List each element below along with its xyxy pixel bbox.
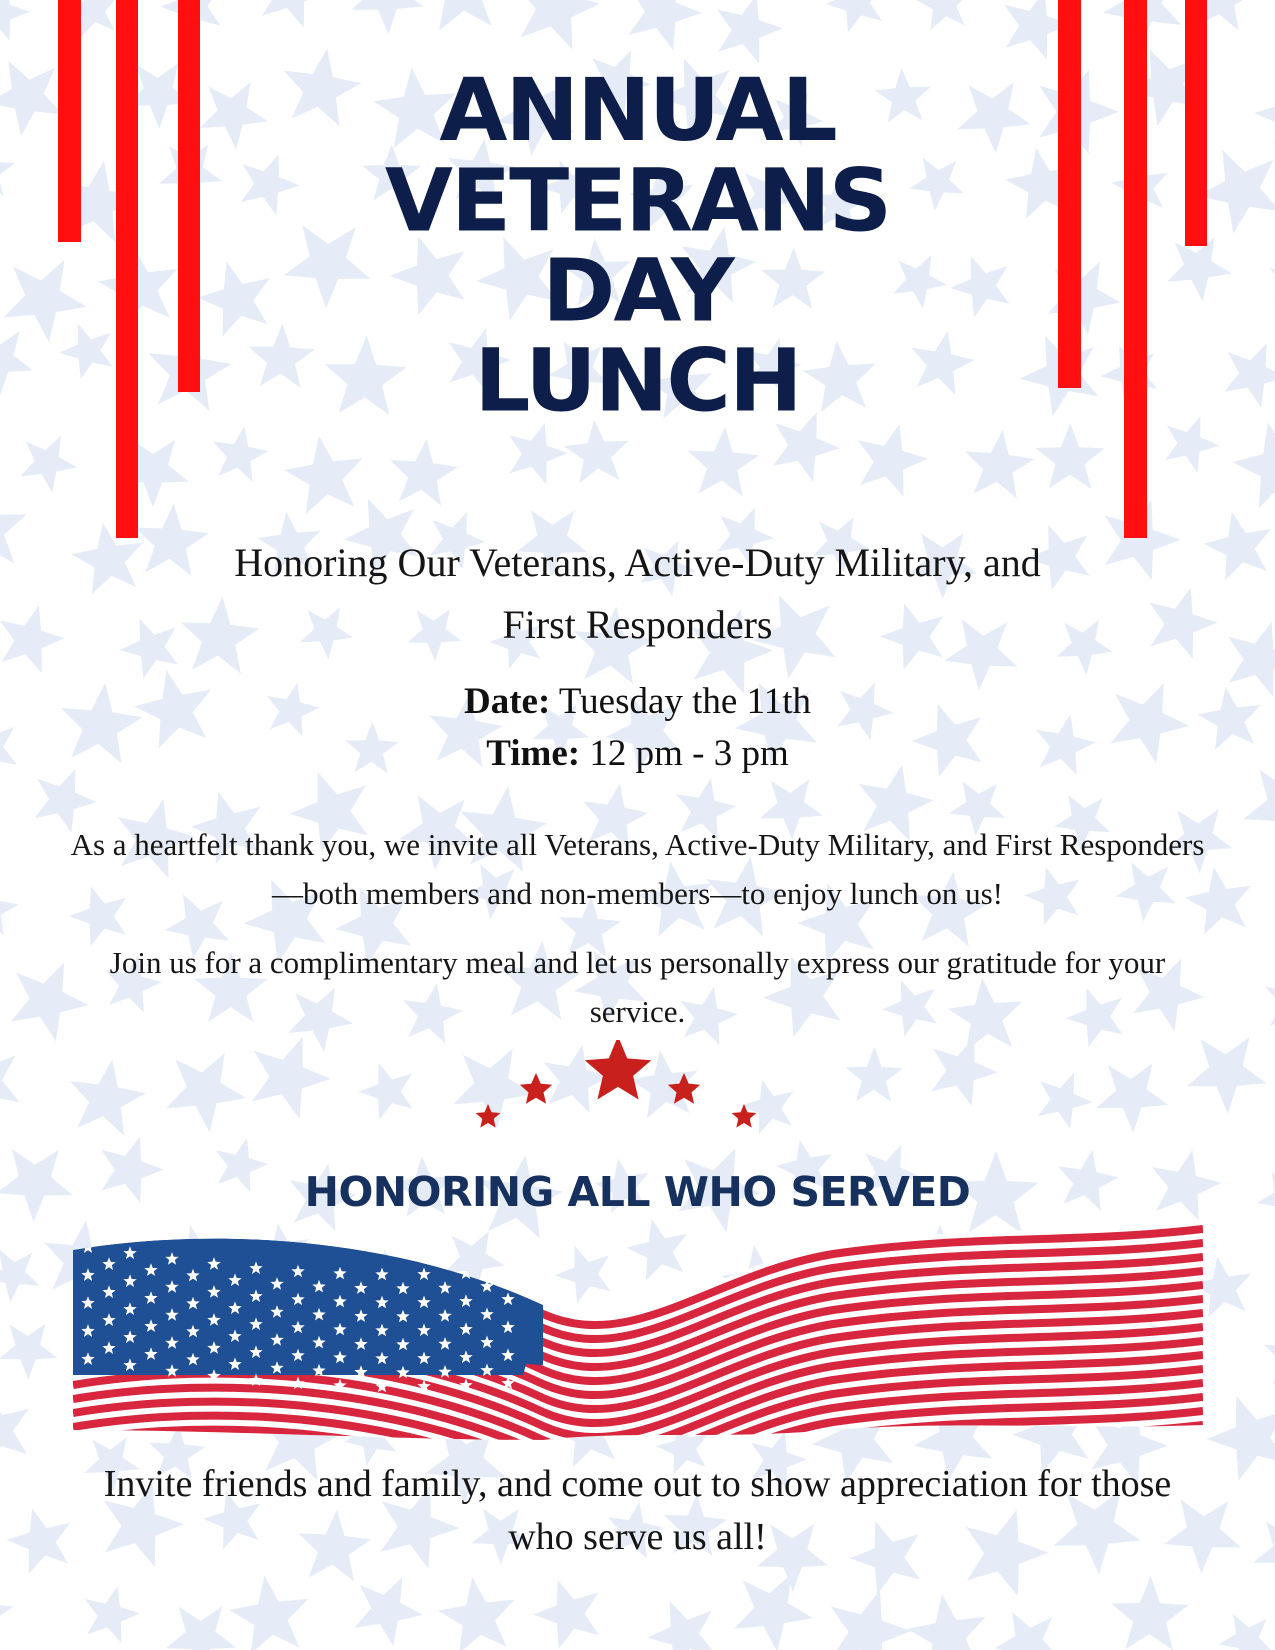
background-star-icon (1232, 423, 1275, 509)
background-star-icon (261, 0, 329, 28)
background-star-icon (284, 436, 362, 514)
background-star-icon (629, 0, 702, 50)
star-icon (520, 1073, 552, 1104)
time-value: 12 pm - 3 pm (580, 733, 789, 774)
date-line (0, 676, 1275, 728)
title-line-2: VETERANS (384, 149, 891, 251)
star-icon (476, 1104, 501, 1128)
background-star-icon (509, 423, 568, 485)
background-star-icon (390, 439, 458, 506)
background-star-icon (1219, 1614, 1273, 1650)
star-icon (585, 1040, 652, 1100)
background-star-icon (1207, 1396, 1275, 1481)
background-star-icon (1265, 970, 1275, 1033)
background-star-icon (1164, 1499, 1241, 1574)
background-star-icon (354, 1577, 423, 1646)
background-star-icon (1253, 1521, 1275, 1587)
background-star-icon (120, 618, 178, 678)
background-star-icon (1149, 588, 1217, 659)
time-label: Time: (486, 733, 581, 774)
background-star-icon (0, 880, 19, 935)
star-icon (732, 1104, 757, 1128)
background-star-icon (1264, 1324, 1275, 1388)
background-star-icon (1111, 1576, 1189, 1650)
background-star-icon (166, 1606, 236, 1650)
background-star-icon (7, 1508, 71, 1574)
background-star-icon (229, 1576, 308, 1650)
background-star-icon (647, 1601, 715, 1650)
background-star-icon (995, 1612, 1060, 1650)
background-star-icon (907, 1594, 986, 1650)
background-star-icon (1243, 770, 1275, 851)
background-star-icon (858, 424, 928, 497)
background-star-icon (1204, 512, 1271, 581)
background-star-icon (0, 1324, 57, 1380)
background-star-icon (1096, 1063, 1168, 1132)
background-star-icon (931, 1037, 998, 1106)
background-star-icon (516, 0, 600, 49)
invitation-paragraph: As a heartfelt thank you, we invite all Veterans, Active-Duty Military, and First Responders—both members and non-members—to enjoy lunch on us! (70, 827, 1205, 911)
background-star-icon (0, 606, 65, 674)
background-star-icon (688, 427, 760, 497)
red-stars-icon (470, 1040, 805, 1150)
background-star-icon (845, 1047, 903, 1102)
background-star-icon (20, 436, 77, 493)
star-icon (668, 1073, 700, 1104)
background-star-icon (533, 1580, 599, 1649)
background-star-icon (213, 426, 269, 482)
event-details (0, 676, 1275, 780)
background-star-icon (826, 0, 882, 33)
date-value: Tuesday the 11th (550, 681, 812, 722)
background-star-icon (70, 1060, 146, 1136)
background-star-icon (1187, 1037, 1267, 1113)
background-star-icon (351, 0, 423, 34)
closing-message: Invite friends and family, and come out to show appreciation for those who serve us all! (103, 1463, 1172, 1558)
background-star-icon (734, 1574, 813, 1650)
gratitude-paragraph: Join us for a complimentary meal and let us personally express our gratitude for your service. (109, 945, 1166, 1029)
title-line-1: ANNUAL (439, 59, 836, 161)
us-flag-icon (73, 1225, 1203, 1440)
background-star-icon (965, 430, 1035, 499)
subtitle: Honoring Our Veterans, Active-Duty Military, and First Responders (234, 540, 1041, 647)
background-star-icon (1038, 1073, 1093, 1129)
background-star-icon (358, 1063, 412, 1120)
title-line-3: DAY (542, 240, 733, 342)
background-star-icon (85, 1586, 140, 1643)
background-star-icon (0, 1394, 29, 1467)
background-star-icon (0, 0, 30, 41)
banner-heading: HONORING ALL WHO SERVED (304, 1168, 971, 1216)
background-star-icon (166, 1053, 246, 1132)
background-star-icon (717, 0, 783, 63)
background-star-icon (252, 1037, 331, 1119)
background-star-icon (831, 1590, 911, 1650)
flag-star-icon (501, 1264, 514, 1277)
time-line (0, 728, 1275, 780)
background-star-icon (418, 0, 503, 31)
background-star-icon (1036, 423, 1105, 489)
title-line-4: LUNCH (474, 330, 801, 432)
background-star-icon (438, 1577, 515, 1650)
date-label: Date: (463, 681, 551, 722)
background-star-icon (135, 503, 209, 575)
background-star-icon (0, 1249, 39, 1302)
background-star-icon (0, 1046, 20, 1121)
page-title (0, 59, 1275, 432)
background-star-icon (0, 1583, 13, 1641)
background-star-icon (0, 487, 27, 566)
background-star-icon (915, 0, 970, 30)
